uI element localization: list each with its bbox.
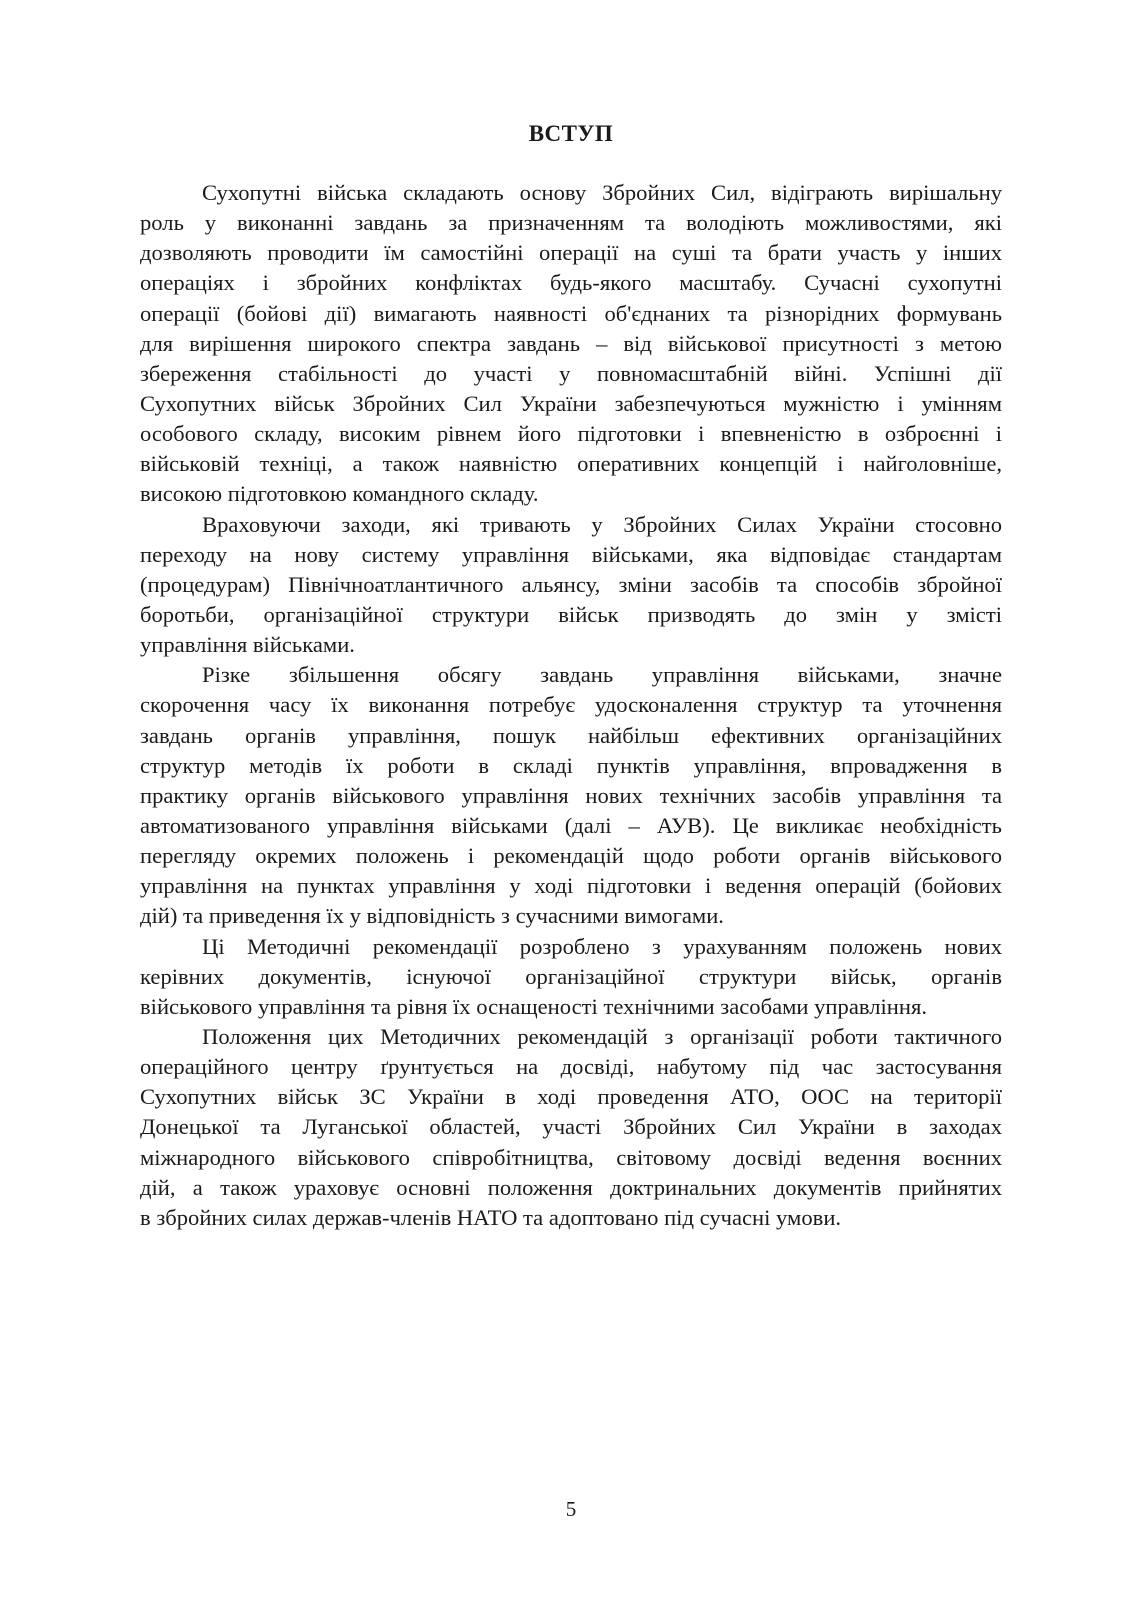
text-line: скорочення часу їх виконання потребує удосконалення структур та уточнення	[140, 692, 1002, 718]
text-line: високою підготовкою командного складу.	[140, 481, 539, 507]
text-line: завдань органів управління, пошук найбільш ефективних організаційних	[140, 722, 1002, 748]
text-line: управління військами.	[140, 632, 355, 658]
text-line: Враховуючи заходи, які тривають у Збройних Силах України стосовно	[202, 511, 1002, 537]
text-line: роль у виконанні завдань за призначенням та володіють можливостями, які	[140, 210, 1002, 236]
text-line: дозволяють проводити їм самостійні операції на суші та брати участь у інших	[140, 240, 1002, 266]
text-line: практику органів військового управління нових технічних засобів управління та	[140, 782, 1002, 808]
text-line: операціях і збройних конфліктах будь-якого масштабу. Сучасні сухопутні	[140, 270, 1002, 296]
text-line: для вирішення широкого спектра завдань – від військової присутності з метою	[140, 330, 1002, 356]
text-line: Сухопутних військ Збройних Сил України забезпечуються мужністю і умінням	[140, 390, 1002, 416]
text-line: структур методів їх роботи в складі пунктів управління, впровадження в	[140, 752, 1002, 778]
paragraph-3	[140, 660, 1002, 931]
text-line: автоматизованого управління військами (далі – АУВ). Це викликає необхідність	[140, 812, 1002, 838]
text-line: особового складу, високим рівнем його підготовки і впевненістю в озброєнні і	[140, 421, 1002, 447]
paragraph-4	[140, 932, 1002, 1022]
paragraph-1	[140, 178, 1002, 510]
paragraph-2	[140, 510, 1002, 661]
text-line: боротьби, організаційної структури військ призводять до змін у змісті	[140, 601, 1002, 627]
text-line: Ці Методичні рекомендації розроблено з урахуванням положень нових	[202, 933, 1002, 959]
text-line: Донецької та Луганської областей, участі Збройних Сил України в заходах	[140, 1114, 1002, 1140]
text-line: (процедурам) Північноатлантичного альянсу, зміни засобів та способів збройної	[140, 571, 1002, 597]
text-line: в збройних силах держав-членів НАТО та адоптовано під сучасні умови.	[140, 1204, 842, 1230]
text-line: дій) та приведення їх у відповідність з сучасними вимогами.	[140, 903, 724, 929]
text-line: управління на пунктах управління у ході підготовки і ведення операцій (бойових	[140, 873, 1002, 899]
body-text	[140, 178, 1002, 1233]
text-line: дій, а також ураховує основні положення доктринальних документів прийнятих	[140, 1174, 1002, 1200]
section-title: ВСТУП	[528, 121, 614, 146]
text-line: Положення цих Методичних рекомендацій з організації роботи тактичного	[202, 1023, 1002, 1049]
text-line: збереження стабільності до участі у повномасштабній війні. Успішні дії	[140, 360, 1002, 386]
text-line: переходу на нову систему управління військами, яка відповідає стандартам	[140, 541, 1002, 567]
text-line: Сухопутні війська складають основу Збройних Сил, відіграють вирішальну	[202, 180, 1002, 205]
text-line: міжнародного військового співробітництва, світовому досвіді ведення воєнних	[140, 1144, 1002, 1170]
paragraph-5	[140, 1022, 1002, 1233]
text-line: Сухопутних військ ЗС України в ході проведення АТО, ООС на території	[140, 1084, 1002, 1110]
page-number: 5	[565, 1497, 577, 1521]
text-line: операційного центру ґрунтується на досвіді, набутому під час застосування	[140, 1054, 1002, 1080]
text-line: керівних документів, існуючої організаційної структури військ, органів	[140, 963, 1002, 989]
text-line: операції (бойові дії) вимагають наявності об'єднаних та різнорідних формувань	[140, 300, 1002, 326]
text-line: військового управління та рівня їх оснащеності технічними засобами управління.	[140, 993, 927, 1019]
text-line: військовій техніці, а також наявністю оперативних концепцій і найголовніше,	[140, 451, 1002, 477]
text-line: перегляду окремих положень і рекомендацій щодо роботи органів військового	[140, 843, 1002, 869]
text-line: Різке збільшення обсягу завдань управління військами, значне	[202, 662, 1002, 688]
